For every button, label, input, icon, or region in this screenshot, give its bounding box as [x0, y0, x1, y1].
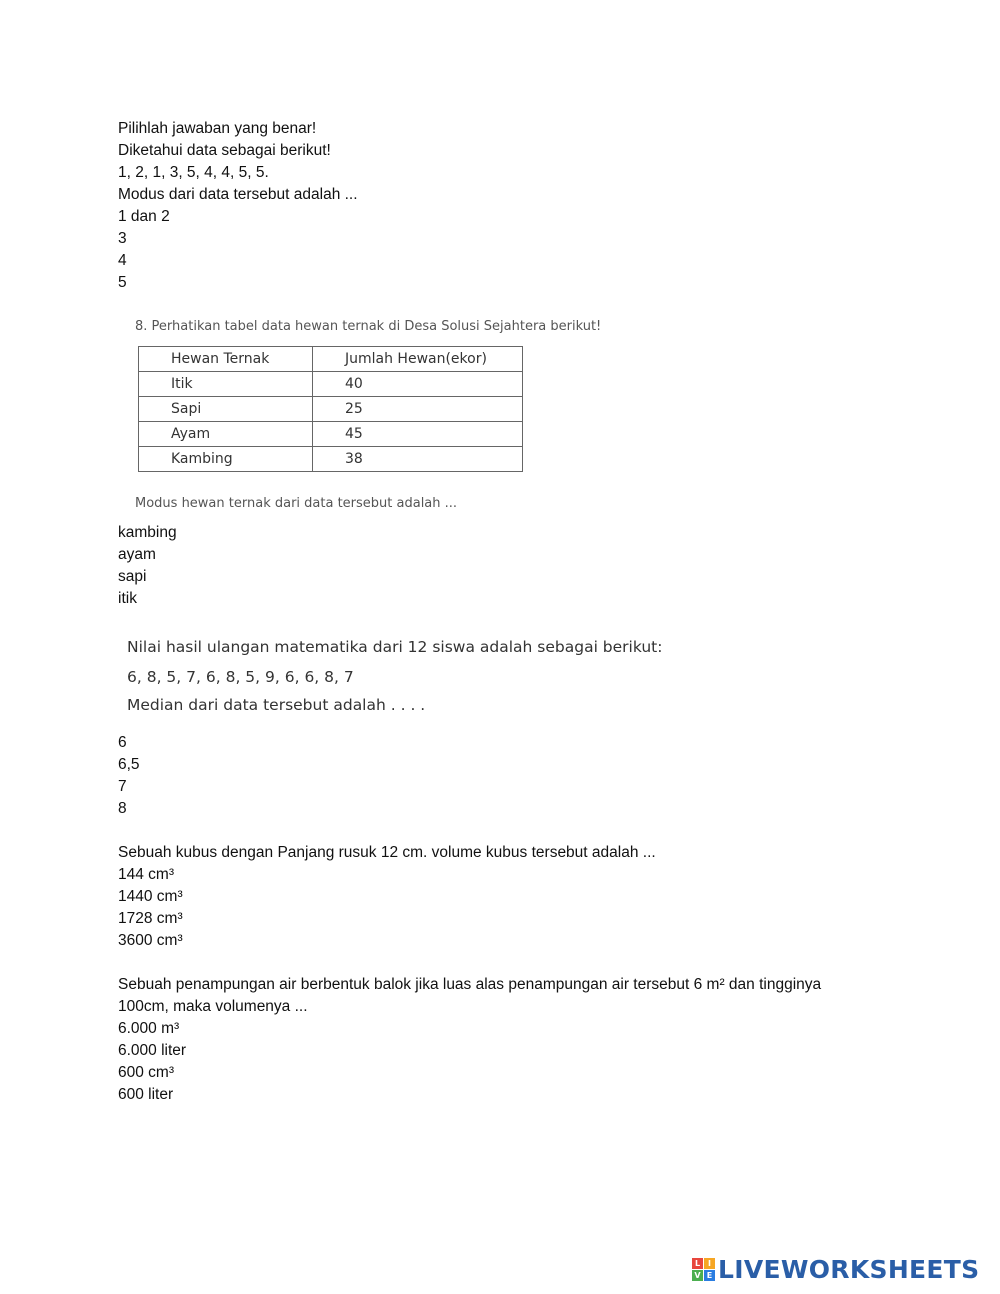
q1-option-3[interactable]: 4 [118, 252, 127, 269]
q3-option-1[interactable]: 6 [118, 734, 127, 751]
logo-text: LIVEWORKSHEETS [718, 1254, 980, 1284]
q2-option-1[interactable]: kambing [118, 524, 177, 541]
q1-option-1[interactable]: 1 dan 2 [118, 208, 170, 225]
median-image-line-1: Nilai hasil ulangan matematika dari 12 siswa adalah sebagai berikut: [127, 638, 663, 656]
livestock-table-image [130, 316, 650, 516]
q3-option-3[interactable]: 7 [118, 778, 127, 795]
liveworksheets-logo [692, 1254, 979, 1284]
q5-option-2[interactable]: 6.000 liter [118, 1042, 187, 1059]
q2-option-2[interactable]: ayam [118, 546, 156, 563]
table-cell-count: 25 [313, 397, 523, 422]
q1-option-4[interactable]: 5 [118, 274, 127, 291]
q5-option-4[interactable]: 600 liter [118, 1086, 174, 1103]
table-cell-animal: Ayam [139, 422, 313, 447]
table-row [139, 372, 523, 397]
q5-option-3[interactable]: 600 cm³ [118, 1064, 174, 1081]
table-row [139, 422, 523, 447]
q3-option-2[interactable]: 6,5 [118, 756, 140, 773]
logo-tile-l: L [692, 1258, 703, 1269]
instruction-text: Pilihlah jawaban yang benar! [118, 120, 317, 137]
logo-icon [692, 1258, 715, 1281]
median-image-data: 6, 8, 5, 7, 6, 8, 5, 9, 6, 6, 8, 7 [127, 668, 354, 686]
table-cell-animal: Itik [139, 372, 313, 397]
table-cell-count: 45 [313, 422, 523, 447]
median-question-image [118, 632, 678, 722]
q3-option-4[interactable]: 8 [118, 800, 127, 817]
table-image-title: 8. Perhatikan tabel data hewan ternak di Desa Solusi Sejahtera berikut! [135, 319, 602, 334]
q5-question-line-2: 100cm, maka volumenya ... [118, 998, 308, 1015]
q4-question: Sebuah kubus dengan Panjang rusuk 12 cm. volume kubus tersebut adalah ... [118, 844, 656, 861]
table-cell-animal: Kambing [139, 447, 313, 472]
q1-data: 1, 2, 1, 3, 5, 4, 4, 5, 5. [118, 164, 269, 181]
q5-question-line-1: Sebuah penampungan air berbentuk balok jika luas alas penampungan air tersebut 6 m² dan tingginya [118, 976, 822, 993]
logo-tile-e: E [704, 1270, 715, 1281]
livestock-table [138, 346, 523, 472]
table-header-row [139, 347, 523, 372]
table-cell-count: 38 [313, 447, 523, 472]
q1-option-2[interactable]: 3 [118, 230, 127, 247]
q4-option-3[interactable]: 1728 cm³ [118, 910, 183, 927]
table-row [139, 397, 523, 422]
logo-tile-v: V [692, 1270, 703, 1281]
table-row [139, 447, 523, 472]
table-cell-count: 40 [313, 372, 523, 397]
q5-option-1[interactable]: 6.000 m³ [118, 1020, 180, 1037]
q2-option-4[interactable]: itik [118, 590, 137, 607]
q4-option-2[interactable]: 1440 cm³ [118, 888, 183, 905]
q1-intro: Diketahui data sebagai berikut! [118, 142, 331, 159]
table-header-count: Jumlah Hewan(ekor) [313, 347, 523, 372]
q2-option-3[interactable]: sapi [118, 568, 147, 585]
q1-question: Modus dari data tersebut adalah ... [118, 186, 358, 203]
table-cell-animal: Sapi [139, 397, 313, 422]
table-header-animal: Hewan Ternak [139, 347, 313, 372]
table-image-question: Modus hewan ternak dari data tersebut adalah ... [135, 496, 458, 511]
median-image-question: Median dari data tersebut adalah . . . . [127, 696, 426, 714]
q4-option-1[interactable]: 144 cm³ [118, 866, 174, 883]
q4-option-4[interactable]: 3600 cm³ [118, 932, 183, 949]
logo-tile-i: I [704, 1258, 715, 1269]
